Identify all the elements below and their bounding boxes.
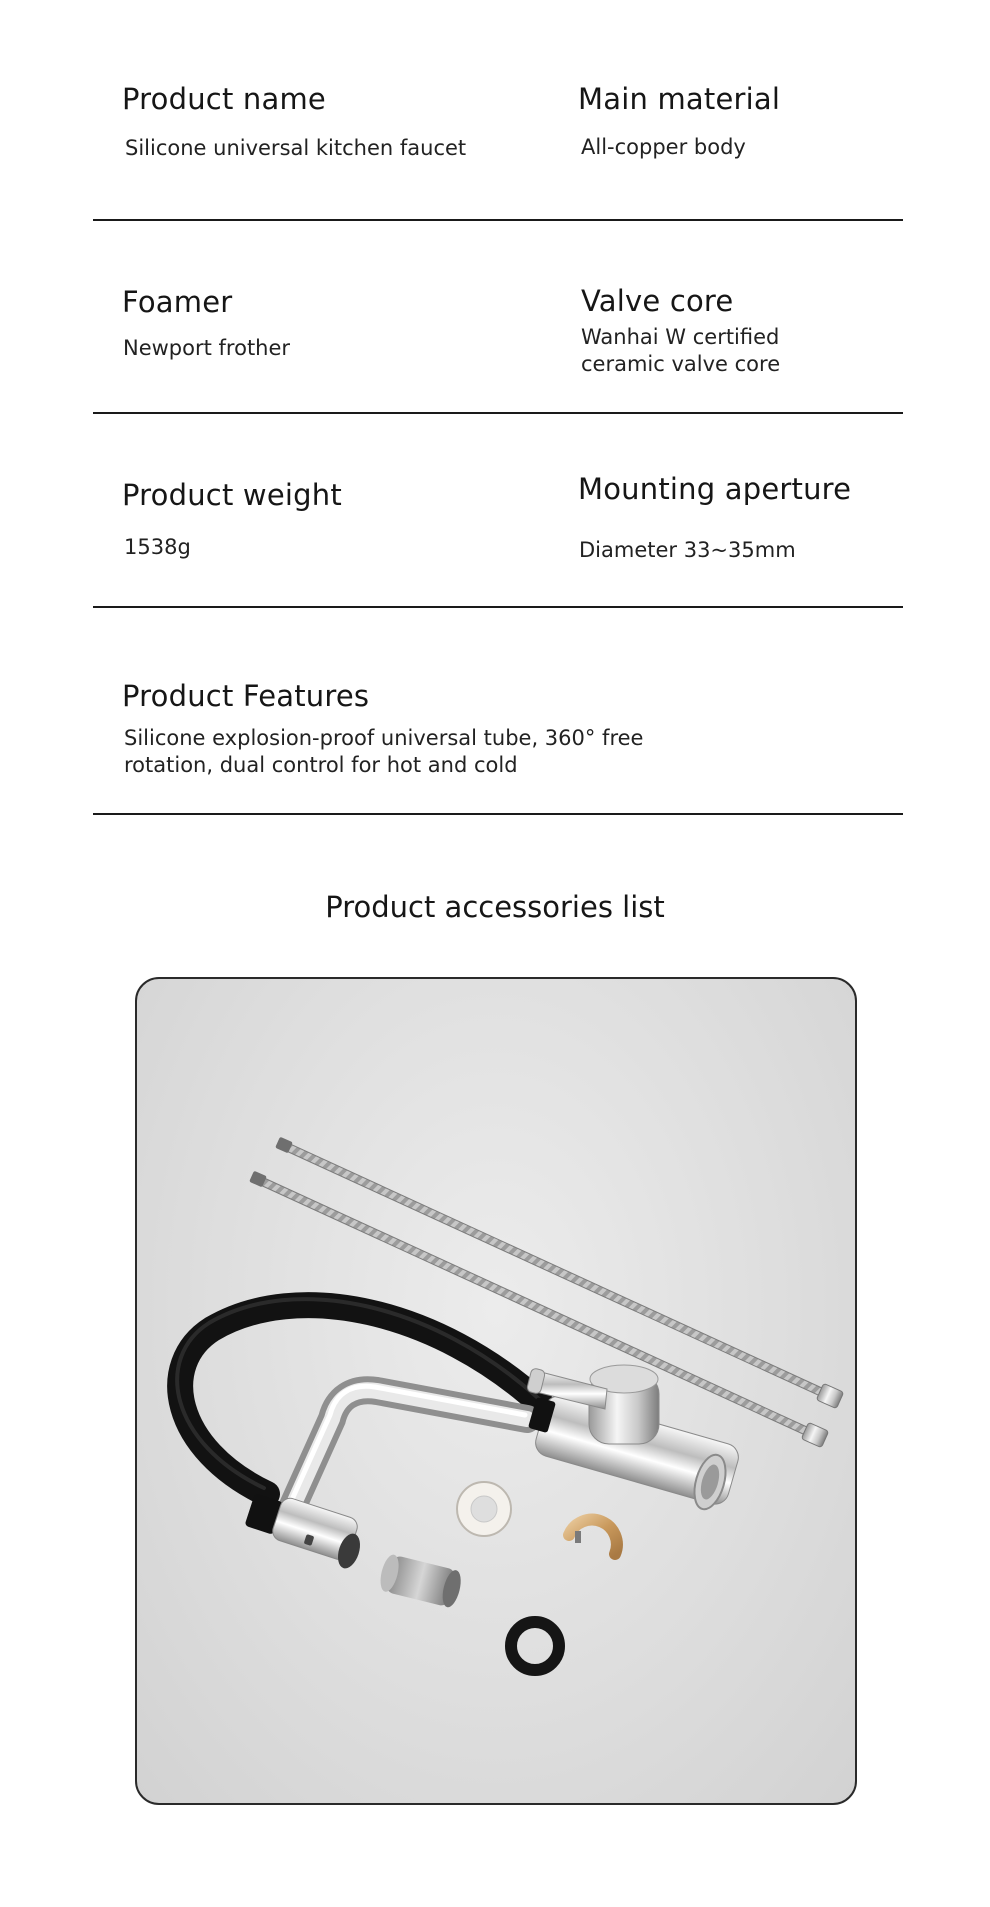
product-weight-label: Product weight: [122, 478, 342, 512]
valve-core-label: Valve core: [581, 284, 734, 318]
accessories-title: Product accessories list: [325, 890, 665, 924]
foamer-value: Newport frother: [123, 336, 291, 360]
mounting-aperture-label: Mounting aperture: [578, 472, 852, 506]
main-material-value: All-copper body: [581, 135, 746, 159]
divider-3: [93, 606, 903, 608]
divider-1: [93, 219, 903, 221]
foamer-label: Foamer: [122, 285, 233, 319]
mounting-aperture-value: Diameter 33~35mm: [579, 538, 796, 562]
product-name-value: Silicone universal kitchen faucet: [125, 136, 467, 160]
divider-2: [93, 412, 903, 414]
faucet-spout: [244, 1386, 527, 1571]
product-name-label: Product name: [122, 82, 326, 116]
accessories-photo: [135, 977, 857, 1805]
divider-4: [93, 813, 903, 815]
mounting-accessories: [377, 1482, 617, 1670]
product-weight-value: 1538g: [124, 535, 191, 559]
product-features-label: Product Features: [122, 679, 370, 713]
valve-core-value-line2: ceramic valve core: [581, 352, 781, 376]
product-features-value-line1: Silicone explosion-proof universal tube, 360° free: [124, 726, 644, 750]
valve-core-value-line1: Wanhai W certified: [581, 325, 780, 349]
product-features-value-line2: rotation, dual control for hot and cold: [124, 753, 518, 777]
main-material-label: Main material: [578, 82, 781, 116]
accessories-illustration: [137, 979, 855, 1803]
